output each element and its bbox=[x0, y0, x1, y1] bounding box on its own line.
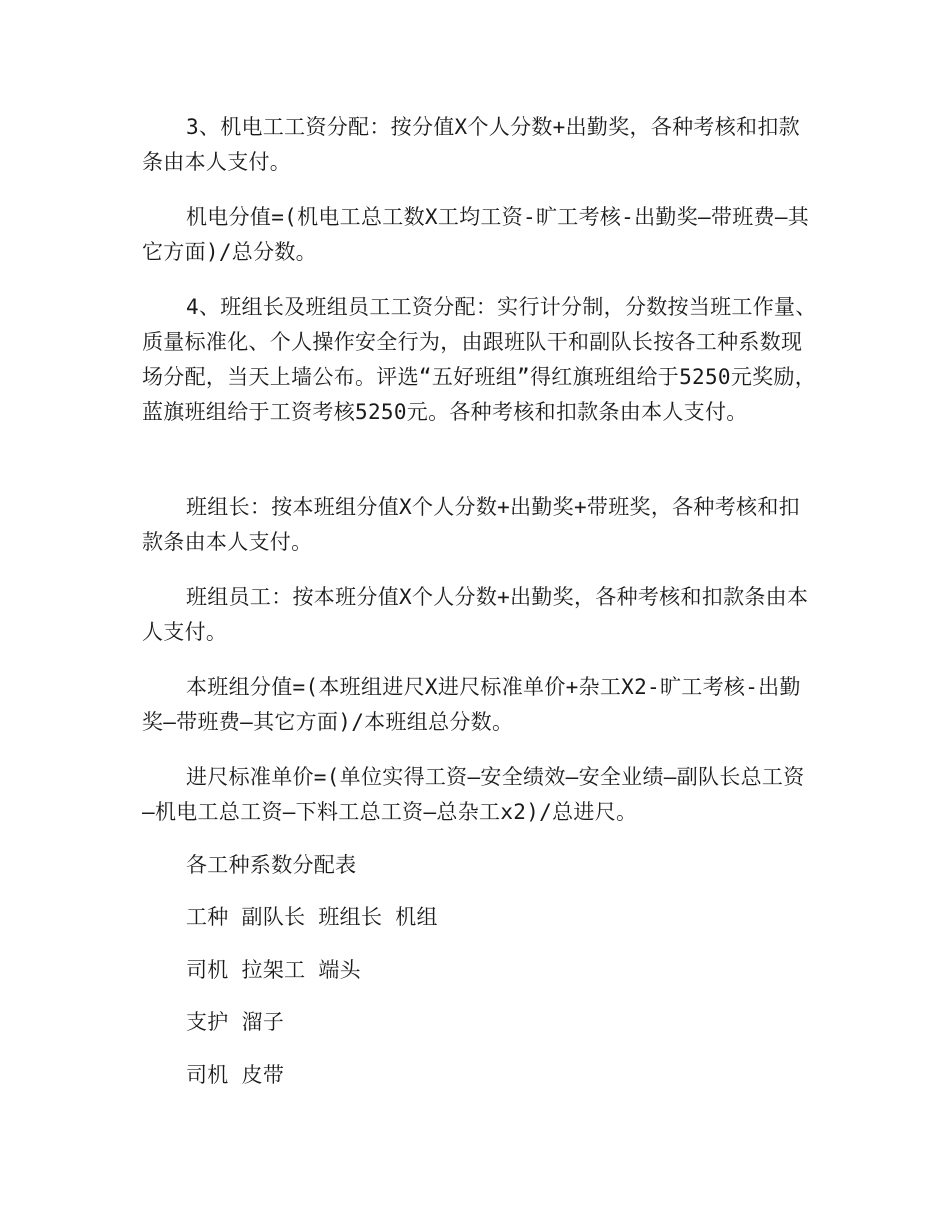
table-line: 工种 副队长 班组长 机组 bbox=[186, 905, 438, 929]
paragraph-team-member: 班组员工：按本班分值X个人分数+出勤奖，各种考核和扣款条由本人支付。 bbox=[142, 585, 809, 644]
table-line: 支护 溜子 bbox=[186, 1010, 285, 1034]
paragraph-team-leader-wage: 4、班组长及班组员工工资分配：实行计分制，分数按当班工作量、质量标准化、个人操作安全行为，由跟班队干和副队长按各工种系数现场分配，当天上墙公布。评选“五好班组”得红旗班组给于5250元奖励，蓝旗班组给于工资考核5250元。各种考核和扣款条由本人支付。 bbox=[142, 295, 817, 424]
table-line: 司机 拉架工 端头 bbox=[186, 958, 361, 982]
paragraph-team-score-value: 本班组分值=(本班组进尺X进尺标准单价+杂工X2-旷工考核-出勤奖—带班费—其它方面)/本班组总分数。 bbox=[142, 675, 801, 734]
paragraph-team-leader: 班组长：按本班组分值X个人分数+出勤奖+带班奖，各种考核和扣款条由本人支付。 bbox=[142, 495, 800, 554]
table-line: 司机 皮带 bbox=[186, 1063, 285, 1087]
paragraph-mechanic-wage: 3、机电工工资分配：按分值X个人分数+出勤奖，各种考核和扣款条由本人支付。 bbox=[142, 115, 800, 174]
table-title: 各工种系数分配表 bbox=[186, 853, 357, 877]
paragraph-footage-unit-price: 进尺标准单价=(单位实得工资—安全绩效—安全业绩—副队长总工资—机电工总工资—下料工总工资—总杂工x2)/总进尺。 bbox=[142, 765, 805, 824]
paragraph-mechanic-score-value: 机电分值=(机电工总工数X工均工资-旷工考核-出勤奖—带班费—其它方面)/总分数。 bbox=[142, 205, 810, 264]
